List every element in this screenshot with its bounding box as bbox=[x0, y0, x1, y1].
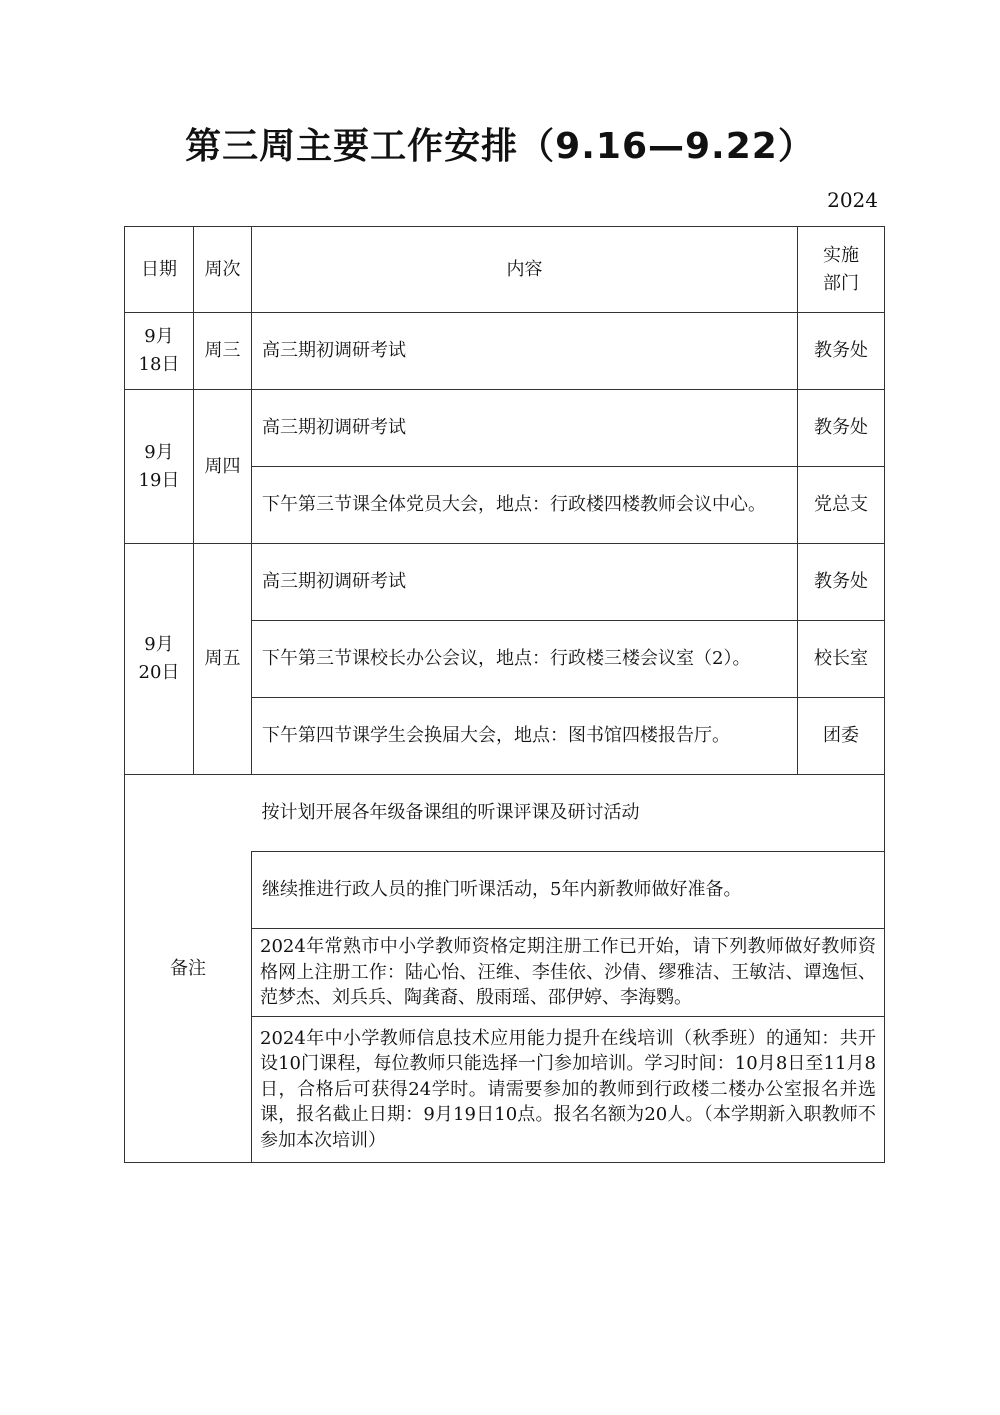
date-month: 9月 bbox=[144, 441, 174, 463]
header-content: 内容 bbox=[252, 227, 798, 313]
date-day: 18日 bbox=[138, 354, 180, 375]
note-cell: 2024年常熟市中小学教师资格定期注册工作已开始，请下列教师做好教师资格网上注册工作：陆心怡、汪维、李佳依、沙倩、缪雅洁、王敏洁、谭逸恒、范梦杰、刘兵兵、陶龚裔、殷雨瑶、邵伊婷、李海鹦。 bbox=[252, 929, 885, 1017]
table-row bbox=[125, 313, 885, 390]
dept-cell: 教务处 bbox=[798, 544, 885, 621]
date-month: 9月 bbox=[144, 326, 174, 348]
content-cell: 高三期初调研考试 bbox=[252, 544, 798, 621]
content-cell: 高三期初调研考试 bbox=[252, 390, 798, 467]
header-dept-line1: 实施 bbox=[823, 244, 859, 266]
date-cell bbox=[125, 390, 194, 544]
dept-cell: 教务处 bbox=[798, 390, 885, 467]
header-weekday: 周次 bbox=[194, 227, 252, 313]
note-cell: 按计划开展各年级备课组的听课评课及研讨活动 bbox=[252, 775, 885, 852]
date-cell bbox=[125, 544, 194, 775]
header-dept bbox=[798, 227, 885, 313]
header-row bbox=[125, 227, 885, 313]
notes-label: 备注 bbox=[125, 775, 252, 1163]
page-title: 第三周主要工作安排（9.16—9.22） bbox=[185, 126, 815, 167]
content-cell: 高三期初调研考试 bbox=[252, 313, 798, 390]
note-cell: 2024年中小学教师信息技术应用能力提升在线培训（秋季班）的通知：共开设10门课程，每位教师只能选择一门参加培训。学习时间：10月8日至11月8日，合格后可获得24学时。请需要参加的教师到行政楼二楼办公室报名并选课，报名截止日期：9月19日10点。报名名额为20人。（本学期新入职教师不参加本次培训） bbox=[252, 1017, 885, 1163]
dept-cell: 教务处 bbox=[798, 313, 885, 390]
dept-cell: 校长室 bbox=[798, 621, 885, 698]
weekday-cell: 周四 bbox=[194, 390, 252, 544]
content-cell: 下午第三节课校长办公会议，地点：行政楼三楼会议室（2）。 bbox=[252, 621, 798, 698]
date-cell bbox=[125, 313, 194, 390]
content-cell: 下午第三节课全体党员大会，地点：行政楼四楼教师会议中心。 bbox=[252, 467, 798, 544]
schedule-table bbox=[124, 226, 885, 1163]
note-row bbox=[125, 775, 885, 852]
dept-cell: 党总支 bbox=[798, 467, 885, 544]
date-month: 9月 bbox=[144, 634, 174, 656]
note-cell: 继续推进行政人员的推门听课活动，5年内新教师做好准备。 bbox=[252, 852, 885, 929]
header-date: 日期 bbox=[125, 227, 194, 313]
weekday-cell: 周五 bbox=[194, 544, 252, 775]
dept-cell: 团委 bbox=[798, 698, 885, 775]
table-row bbox=[125, 544, 885, 621]
date-day: 20日 bbox=[138, 662, 180, 683]
year-label: 2024 bbox=[827, 188, 878, 212]
date-day: 19日 bbox=[138, 469, 180, 491]
header-dept-line2: 部门 bbox=[823, 272, 859, 294]
weekday-cell: 周三 bbox=[194, 313, 252, 390]
content-cell: 下午第四节课学生会换届大会，地点：图书馆四楼报告厅。 bbox=[252, 698, 798, 775]
table-row bbox=[125, 390, 885, 467]
